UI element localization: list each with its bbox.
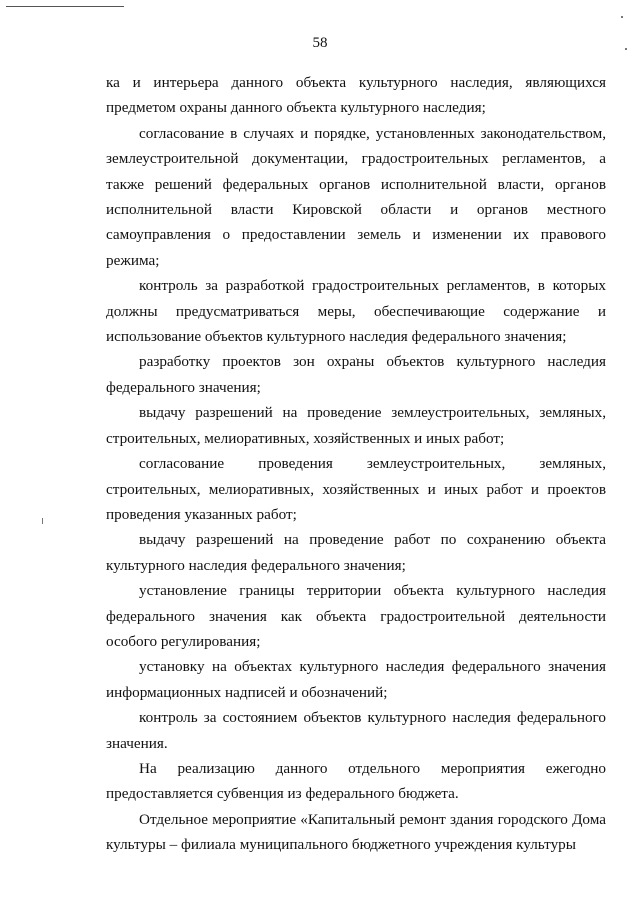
paragraph-work-approval: согласование проведения землеустроительных, земляных, строительных, мелиоративных, хозяйственных и иных работ и проектов проведения указанных работ; <box>106 455 606 523</box>
paragraph-approval-land-documentation: согласование в случаях и порядке, установленных законодательством, землеустроительной документации, градостроительных регламентов, а также решений федеральных органов исполнительной власти, органов исполнительной власти Кировской области и органов местного самоуправления о предоставлении земель и изменении их правового режима; <box>106 124 606 269</box>
paragraph-condition-control: контроль за состоянием объектов культурного наследия федерального значения. <box>106 709 606 752</box>
page-number: 58 <box>312 35 328 51</box>
scan-mark <box>621 16 623 18</box>
paragraph-control-regulations: контроль за разработкой градостроительных регламентов, в которых должны предусматриваться меры, обеспечивающие содержание и использование объектов культурного наследия федерального значения; <box>106 277 606 346</box>
paragraph-preservation-permits: выдачу разрешений на проведение работ по сохранению объекта культурного наследия федерального значения; <box>106 531 606 574</box>
scan-mark <box>42 518 43 524</box>
paragraph-continuation: ка и интерьера данного объекта культурного наследия, являющихся предметом охраны данного объекта культурного наследия; <box>106 74 606 117</box>
paragraph-capital-repair: Отдельное мероприятие «Капитальный ремонт здания городского Дома культуры – филиала муниципального бюджетного учреждения культуры <box>106 810 606 854</box>
paragraph-federal-subvention: На реализацию данного отдельного мероприятия ежегодно предоставляется субвенция из федерального бюджета. <box>106 759 606 803</box>
paragraph-information-signs: установку на объектах культурного наследия федерального значения информационных надписей и обозначений; <box>106 658 606 701</box>
paragraph-work-permits: выдачу разрешений на проведение землеустроительных, земляных, строительных, мелиоративных, хозяйственных и иных работ; <box>106 404 606 447</box>
document-body <box>106 70 606 858</box>
paragraph-protection-zones: разработку проектов зон охраны объектов культурного наследия федерального значения; <box>106 353 606 396</box>
header-rule <box>6 6 124 7</box>
paragraph-territory-boundaries: установление границы территории объекта культурного наследия федерального значения как объекта градостроительной деятельности особого регулирования; <box>106 582 606 650</box>
